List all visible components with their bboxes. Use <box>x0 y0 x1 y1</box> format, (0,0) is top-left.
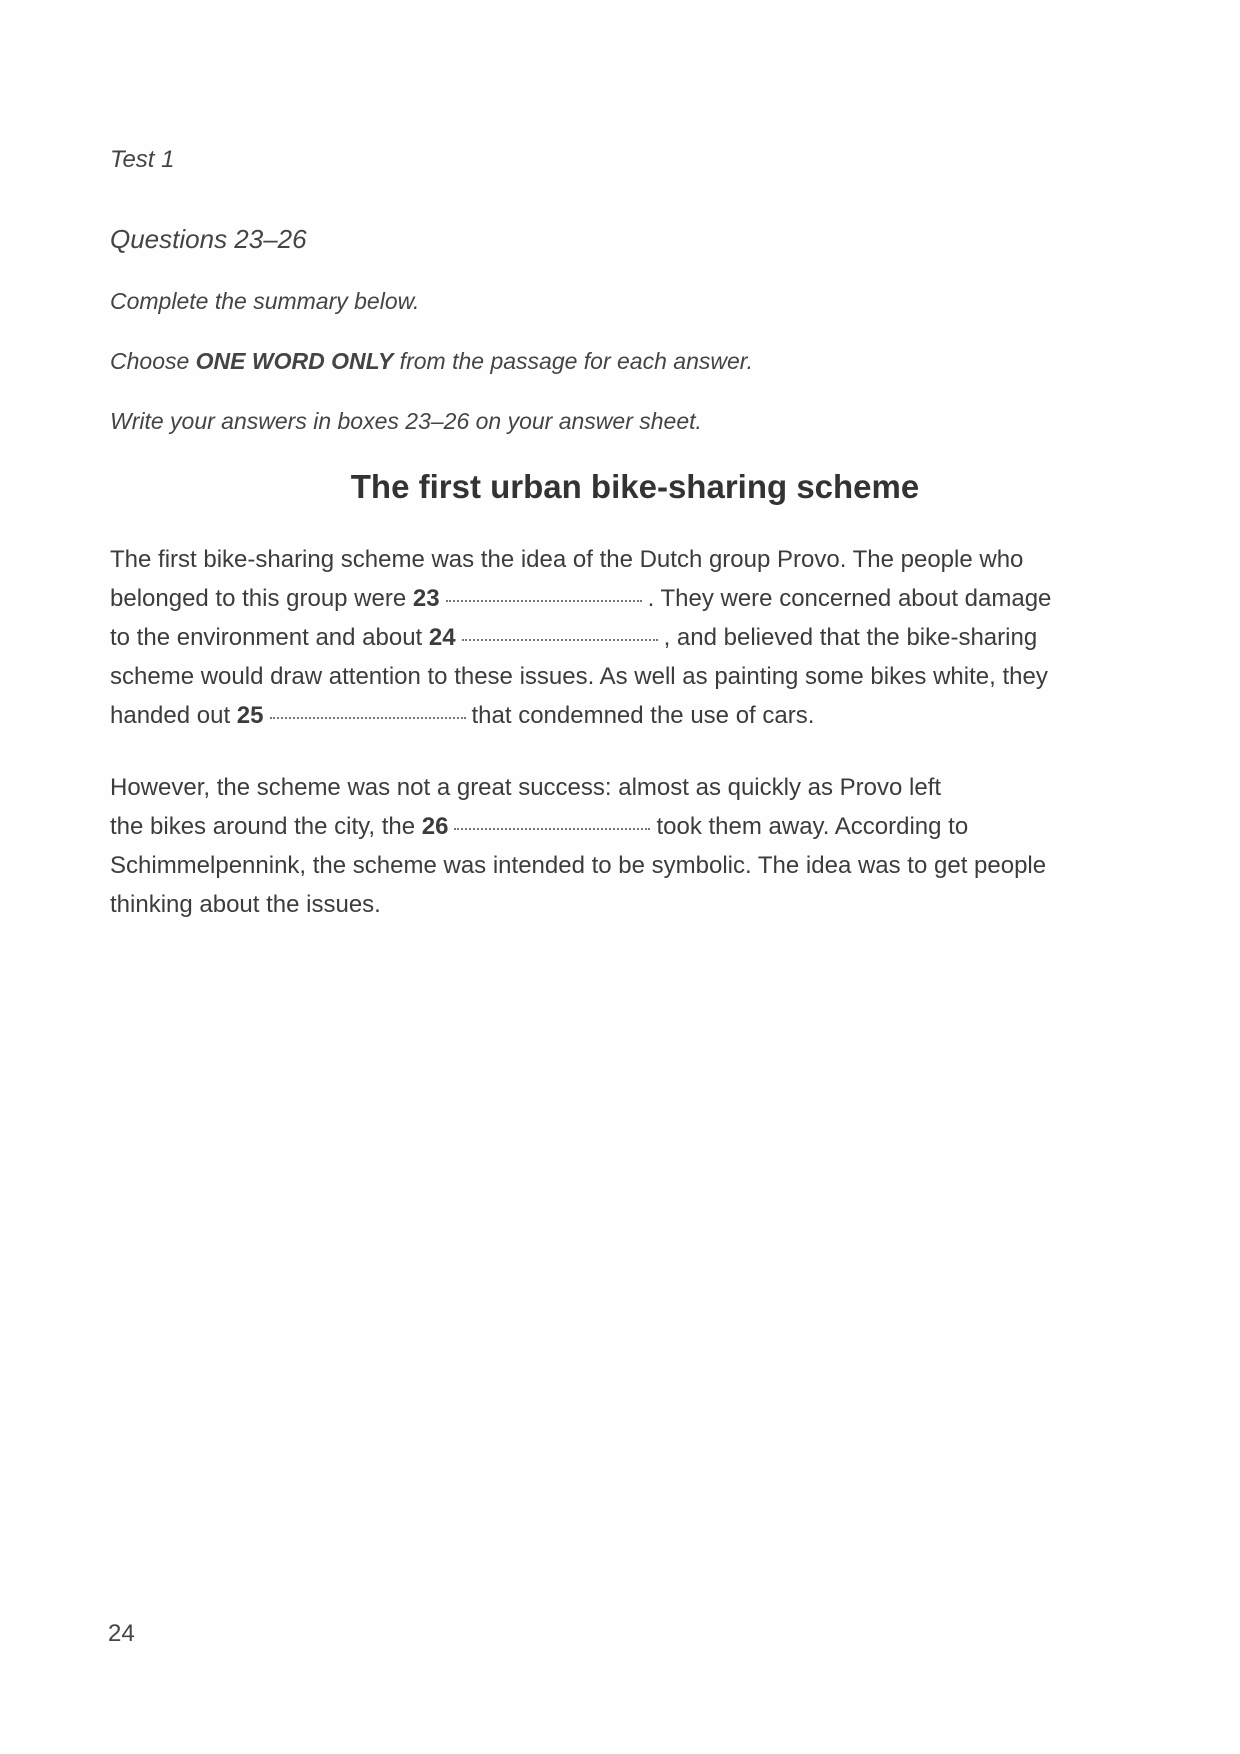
instruction-word-limit-emphasis: ONE WORD ONLY <box>195 348 394 374</box>
line-text: belonged to this group were <box>110 585 413 612</box>
line-text: took them away. According to <box>656 813 969 840</box>
line-text: to the environment and about <box>110 624 429 651</box>
question-number-25: 25 <box>236 702 264 729</box>
summary-title: The first urban bike-sharing scheme <box>350 468 920 505</box>
paragraph-1-line-4: scheme would draw attention to these issues. As well as painting some bikes white, they <box>110 663 1048 690</box>
running-head: Test 1 <box>110 146 175 173</box>
questions-heading: Questions 23–26 <box>110 224 307 254</box>
instruction-word-limit <box>110 348 753 375</box>
page-number: 24 <box>108 1620 135 1647</box>
line-text: , and believed that the bike-sharing <box>663 624 1038 651</box>
answer-gap-23[interactable] <box>446 599 642 602</box>
summary-paragraph-2 <box>110 768 1130 924</box>
line-text: the bikes around the city, the <box>110 813 422 840</box>
paragraph-1-line-2 <box>110 579 1130 618</box>
instruction-answer-boxes: Write your answers in boxes 23–26 on your answer sheet. <box>110 408 702 434</box>
question-number-23: 23 <box>412 585 440 612</box>
paragraph-1-line-1: The first bike-sharing scheme was the idea of the Dutch group Provo. The people who <box>110 546 1024 573</box>
answer-gap-24[interactable] <box>462 638 658 641</box>
paragraph-2-line-2 <box>110 807 1130 846</box>
instruction-word-limit-prefix: Choose <box>110 348 196 374</box>
question-number-26: 26 <box>421 813 449 840</box>
answer-gap-25[interactable] <box>270 716 466 719</box>
line-text: . They were concerned about damage <box>647 585 1052 612</box>
instruction-complete-summary: Complete the summary below. <box>110 288 420 314</box>
line-text: that condemned the use of cars. <box>471 702 815 729</box>
instruction-word-limit-suffix: from the passage for each answer. <box>393 348 753 374</box>
summary-paragraph-1 <box>110 540 1130 735</box>
question-number-24: 24 <box>428 624 456 651</box>
paragraph-2-line-4: thinking about the issues. <box>110 891 381 918</box>
paragraph-1-line-5 <box>110 696 1130 735</box>
paragraph-2-line-3: Schimmelpennink, the scheme was intended to be symbolic. The idea was to get people <box>110 852 1047 879</box>
line-text: handed out <box>110 702 237 729</box>
answer-gap-26[interactable] <box>454 827 650 830</box>
paragraph-1-line-3 <box>110 618 1130 657</box>
paragraph-2-line-1: However, the scheme was not a great success: almost as quickly as Provo left <box>110 774 942 801</box>
